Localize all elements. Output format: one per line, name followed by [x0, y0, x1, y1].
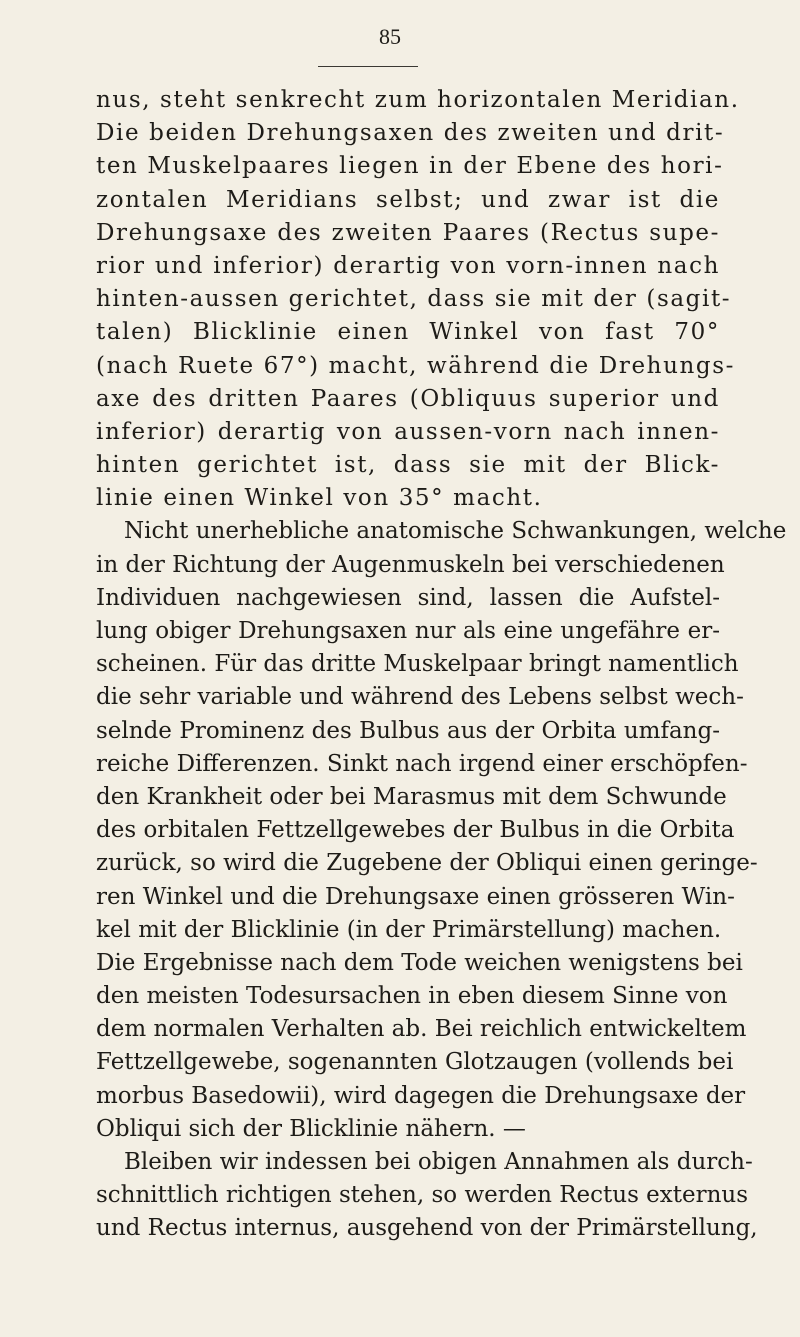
text-line: linie einen Winkel von 35° macht.	[96, 485, 543, 512]
text-line: nus, steht senkrecht zum horizontalen Meridian.	[96, 87, 740, 113]
page-number-rule	[318, 66, 418, 67]
text-line: hinten gerichtet ist, dass sie mit der Blick-	[96, 452, 720, 479]
text-line: und Rectus internus, ausgehend von der Primärstellung,	[96, 1215, 758, 1242]
text-line: dem normalen Verhalten ab. Bei reichlich entwickeltem	[96, 1016, 747, 1043]
text-line: Nicht unerhebliche anatomische Schwankungen, welche	[124, 518, 787, 545]
paragraph	[96, 1146, 758, 1246]
text-line: Fettzellgewebe, sogenannten Glotzaugen (vollends bei	[96, 1049, 734, 1076]
text-line: die sehr variable und während des Lebens selbst wech-	[96, 684, 744, 711]
text-line: den Krankheit oder bei Marasmus mit dem Schwunde	[96, 783, 727, 810]
text-line: hinten-aussen gerichtet, dass sie mit der (sagit-	[96, 286, 732, 313]
text-line: schnittlich richtigen stehen, so werden Rectus externus	[96, 1182, 749, 1209]
text-line: scheinen. Für das dritte Muskelpaar bringt namentlich	[96, 651, 739, 678]
text-line: Die beiden Drehungsaxen des zweiten und drit-	[96, 120, 725, 147]
text-line: zurück, so wird die Zugebene der Obliqui einen geringe-	[96, 850, 758, 877]
text-body	[96, 84, 787, 1246]
text-line: ren Winkel und die Drehungsaxe einen grösseren Win-	[96, 883, 735, 910]
text-line: in der Richtung der Augenmuskeln bei verschiedenen	[96, 551, 725, 578]
text-line: Die Ergebnisse nach dem Tode weichen wenigstens bei	[96, 949, 743, 976]
text-line: Bleiben wir indessen bei obigen Annahmen als durch-	[124, 1149, 753, 1175]
text-line: den meisten Todesursachen in eben diesem Sinne von	[96, 983, 728, 1010]
text-line: lung obiger Drehungsaxen nur als eine ungefähre er-	[96, 618, 720, 644]
paragraph	[96, 515, 787, 1146]
text-line: Obliqui sich der Blicklinie nähern. —	[96, 1115, 526, 1142]
text-line: reiche Differenzen. Sinkt nach irgend einer erschöpfen-	[96, 750, 748, 777]
text-line: kel mit der Blicklinie (in der Primärstellung) machen.	[96, 916, 722, 943]
text-line: morbus Basedowii), wird dagegen die Drehungsaxe der	[96, 1082, 746, 1109]
text-line: rior und inferior) derartig von vorn-innen nach	[96, 252, 720, 279]
text-line: Drehungsaxe des zweiten Paares (Rectus supe-	[96, 219, 720, 246]
text-line: (nach Ruete 67°) macht, während die Drehungs-	[96, 352, 735, 379]
text-line: inferior) derartig von aussen-vorn nach innen-	[96, 418, 720, 445]
text-line: selnde Prominenz des Bulbus aus der Orbita umfang-	[96, 717, 720, 744]
text-line: talen) Blicklinie einen Winkel von fast 70°	[96, 319, 720, 346]
paragraph	[96, 84, 740, 515]
text-line: Individuen nachgewiesen sind, lassen die Aufstel-	[96, 584, 720, 611]
text-line: zontalen Meridians selbst; und zwar ist die	[96, 186, 720, 213]
page-number: 85	[379, 24, 401, 49]
text-line: ten Muskelpaares liegen in der Ebene des hori-	[96, 153, 724, 180]
text-line: des orbitalen Fettzellgewebes der Bulbus in die Orbita	[96, 817, 735, 844]
text-line: axe des dritten Paares (Obliquus superior und	[96, 385, 720, 412]
